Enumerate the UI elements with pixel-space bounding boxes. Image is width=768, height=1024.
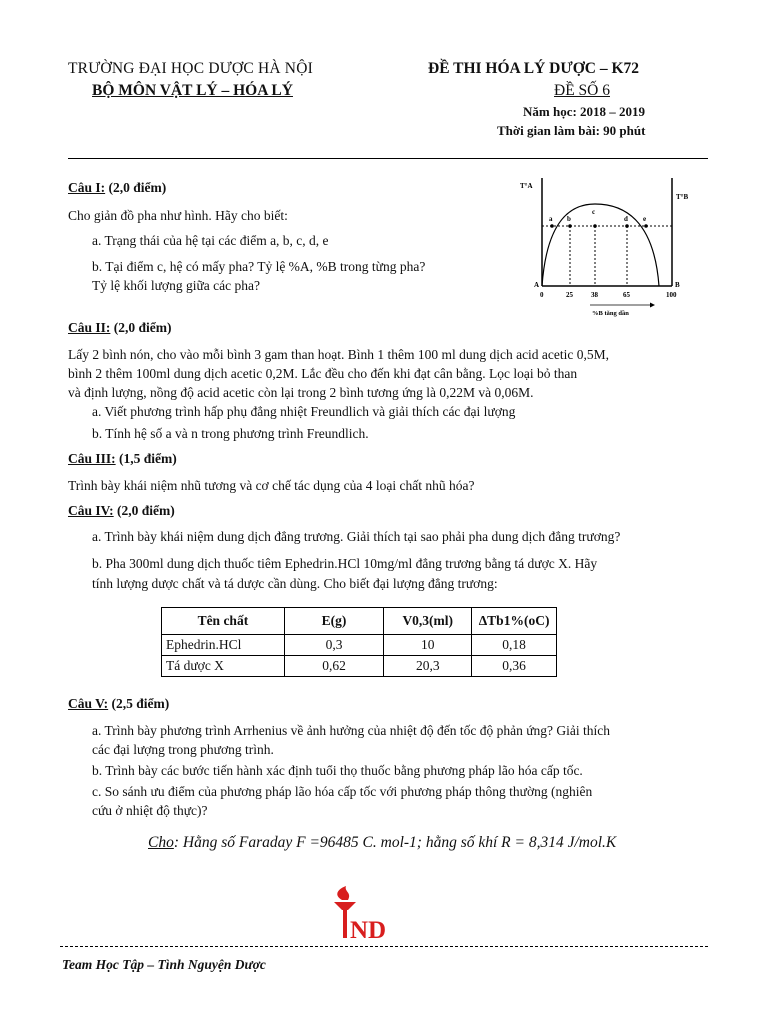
tnd-logo bbox=[326, 886, 402, 942]
question-3-heading bbox=[68, 448, 177, 469]
question-2-part-a: a. Viết phương trình hấp phụ đẳng nhiệt Freundlich và giải thích các đại lượng bbox=[92, 404, 516, 419]
isotonic-table bbox=[161, 607, 557, 677]
exam-title: ĐỀ THI HÓA LÝ DƯỢC – K72 bbox=[428, 60, 639, 77]
table-row bbox=[162, 656, 557, 677]
question-4-part-a: a. Trình bày khái niệm dung dịch đẳng trương. Giải thích tại sao phải pha dung dịch đẳng trương? bbox=[92, 529, 621, 544]
question-2-para-line1: Lấy 2 bình nón, cho vào mỗi bình 3 gam than hoạt. Bình 1 thêm 100 ml dung dịch acid acetic 0,5M, bbox=[68, 347, 610, 362]
flame-icon bbox=[337, 886, 349, 900]
torch-handle bbox=[343, 910, 347, 938]
tb-label: T°B bbox=[676, 193, 689, 201]
constants-note bbox=[148, 834, 616, 852]
table-header-row bbox=[162, 608, 557, 635]
point-e-dot bbox=[644, 224, 648, 228]
phase-curve bbox=[542, 204, 659, 286]
exam-duration: Thời gian làm bài: 90 phút bbox=[497, 123, 646, 138]
question-1-label: Câu I: bbox=[68, 180, 106, 195]
header-delta-tb: ΔTb1%(oC) bbox=[472, 608, 557, 635]
question-4-label: Câu IV: bbox=[68, 503, 114, 518]
point-d-dot bbox=[625, 224, 629, 228]
xlabel: %B tăng dần bbox=[592, 310, 629, 317]
question-3-points: (1,5 điểm) bbox=[115, 451, 177, 466]
question-4-part-b-line2: tính lượng dược chất và tá dược cần dùng. Cho biết đại lượng đẳng trương: bbox=[92, 576, 498, 591]
point-d-label: d bbox=[624, 215, 628, 223]
table-cell: 0,36 bbox=[472, 656, 557, 677]
question-2-heading bbox=[68, 317, 172, 338]
constants-label: Cho bbox=[148, 834, 174, 851]
question-4-points: (2,0 điểm) bbox=[113, 503, 175, 518]
question-1-intro: Cho giản đồ pha như hình. Hãy cho biết: bbox=[68, 208, 288, 223]
table-cell: 20,3 bbox=[384, 656, 472, 677]
question-3-text: Trình bày khái niệm nhũ tương và cơ chế tác dụng của 4 loại chất nhũ hóa? bbox=[68, 478, 475, 493]
table-cell: 0,62 bbox=[284, 656, 384, 677]
tick-38: 38 bbox=[591, 291, 598, 299]
question-5-part-b: b. Trình bày các bước tiến hành xác định tuổi thọ thuốc bằng phương pháp lão hóa cấp tốc. bbox=[92, 763, 583, 778]
header-divider bbox=[68, 158, 708, 159]
question-2-points: (2,0 điểm) bbox=[110, 320, 172, 335]
question-5-points: (2,5 điểm) bbox=[108, 696, 170, 711]
school-name: TRƯỜNG ĐẠI HỌC DƯỢC HÀ NỘI bbox=[68, 60, 313, 77]
table-cell: Tá dược X bbox=[162, 656, 285, 677]
question-5-label: Câu V: bbox=[68, 696, 109, 711]
table-cell: Ephedrin.HCl bbox=[162, 635, 285, 656]
point-c-label: c bbox=[592, 208, 596, 216]
tick-25: 25 bbox=[566, 291, 573, 299]
question-5-part-a-line1: a. Trình bày phương trình Arrhenius về ảnh hưởng của nhiệt độ đến tốc độ phản ứng? Giải thích bbox=[92, 723, 611, 738]
table-cell: 0,18 bbox=[472, 635, 557, 656]
question-5-part-c-line1: c. So sánh ưu điểm của phương pháp lão hóa cấp tốc với phương pháp thông thường (nghiên bbox=[92, 784, 593, 799]
phase-diagram bbox=[512, 168, 712, 318]
question-4-heading bbox=[68, 500, 175, 521]
footer-divider bbox=[60, 946, 708, 947]
question-1-points: (2,0 điểm) bbox=[105, 180, 167, 195]
question-2-label: Câu II: bbox=[68, 320, 111, 335]
point-e-label: e bbox=[643, 215, 647, 223]
question-2-part-b: b. Tính hệ số a và n trong phương trình Freundlich. bbox=[92, 426, 369, 441]
question-2-para-line3: và định lượng, nồng độ acid acetic còn lại trong 2 bình tương ứng là 0,22M và 0,06M. bbox=[68, 385, 534, 400]
school-year: Năm học: 2018 – 2019 bbox=[523, 104, 646, 119]
question-4-part-b-line1: b. Pha 300ml dung dịch thuốc tiêm Ephedrin.HCl 10mg/ml đẳng trương bằng tá dược X. Hãy bbox=[92, 556, 598, 571]
header-v03: V0,3(ml) bbox=[384, 608, 472, 635]
point-c-dot bbox=[593, 224, 597, 228]
torch-cup bbox=[334, 902, 356, 910]
constants-text: : Hằng số Faraday F =96485 C. mol-1; hằng số khí R = 8,314 J/mol.K bbox=[173, 834, 617, 851]
header-substance: Tên chất bbox=[162, 608, 285, 635]
exam-number: ĐỀ SỐ 6 bbox=[554, 82, 610, 99]
question-5-heading bbox=[68, 693, 169, 714]
tick-0: 0 bbox=[540, 291, 544, 299]
point-b-label: b bbox=[567, 215, 571, 223]
footer-team: Team Học Tập – Tình Nguyện Dược bbox=[62, 957, 266, 972]
question-1-part-b-line2: Tỷ lệ khối lượng giữa các pha? bbox=[92, 278, 260, 293]
question-1-part-b-line1: b. Tại điểm c, hệ có mấy pha? Tỷ lệ %A, %B trong từng pha? bbox=[92, 259, 426, 274]
tick-65: 65 bbox=[623, 291, 630, 299]
axis-B-label: B bbox=[675, 281, 680, 289]
header-e: E(g) bbox=[284, 608, 384, 635]
question-3-label: Câu III: bbox=[68, 451, 116, 466]
question-5-part-a-line2: các đại lượng trong phương trình. bbox=[92, 742, 274, 757]
table-row bbox=[162, 635, 557, 656]
table-cell: 0,3 bbox=[284, 635, 384, 656]
question-5-part-c-line2: cứu ở nhiệt độ thực)? bbox=[92, 803, 208, 818]
question-1-heading bbox=[68, 177, 166, 198]
table-cell: 10 bbox=[384, 635, 472, 656]
point-a-dot bbox=[550, 224, 554, 228]
department-name: BỘ MÔN VẬT LÝ – HÓA LÝ bbox=[92, 82, 293, 99]
axis-A-label: A bbox=[534, 281, 540, 289]
question-2-para-line2: bình 2 thêm 100ml dung dịch acetic 0,2M. Lắc đều cho đến khi đạt cân bằng. Lọc loại bỏ than bbox=[68, 366, 578, 381]
ta-label: T°A bbox=[520, 182, 533, 190]
point-b-dot bbox=[568, 224, 572, 228]
question-1-part-a: a. Trạng thái của hệ tại các điểm a, b, c, d, e bbox=[92, 233, 329, 248]
point-a-label: a bbox=[549, 215, 553, 223]
tick-100: 100 bbox=[666, 291, 677, 299]
xlabel-arrow-head bbox=[650, 303, 655, 308]
logo-text: ND bbox=[350, 917, 387, 942]
